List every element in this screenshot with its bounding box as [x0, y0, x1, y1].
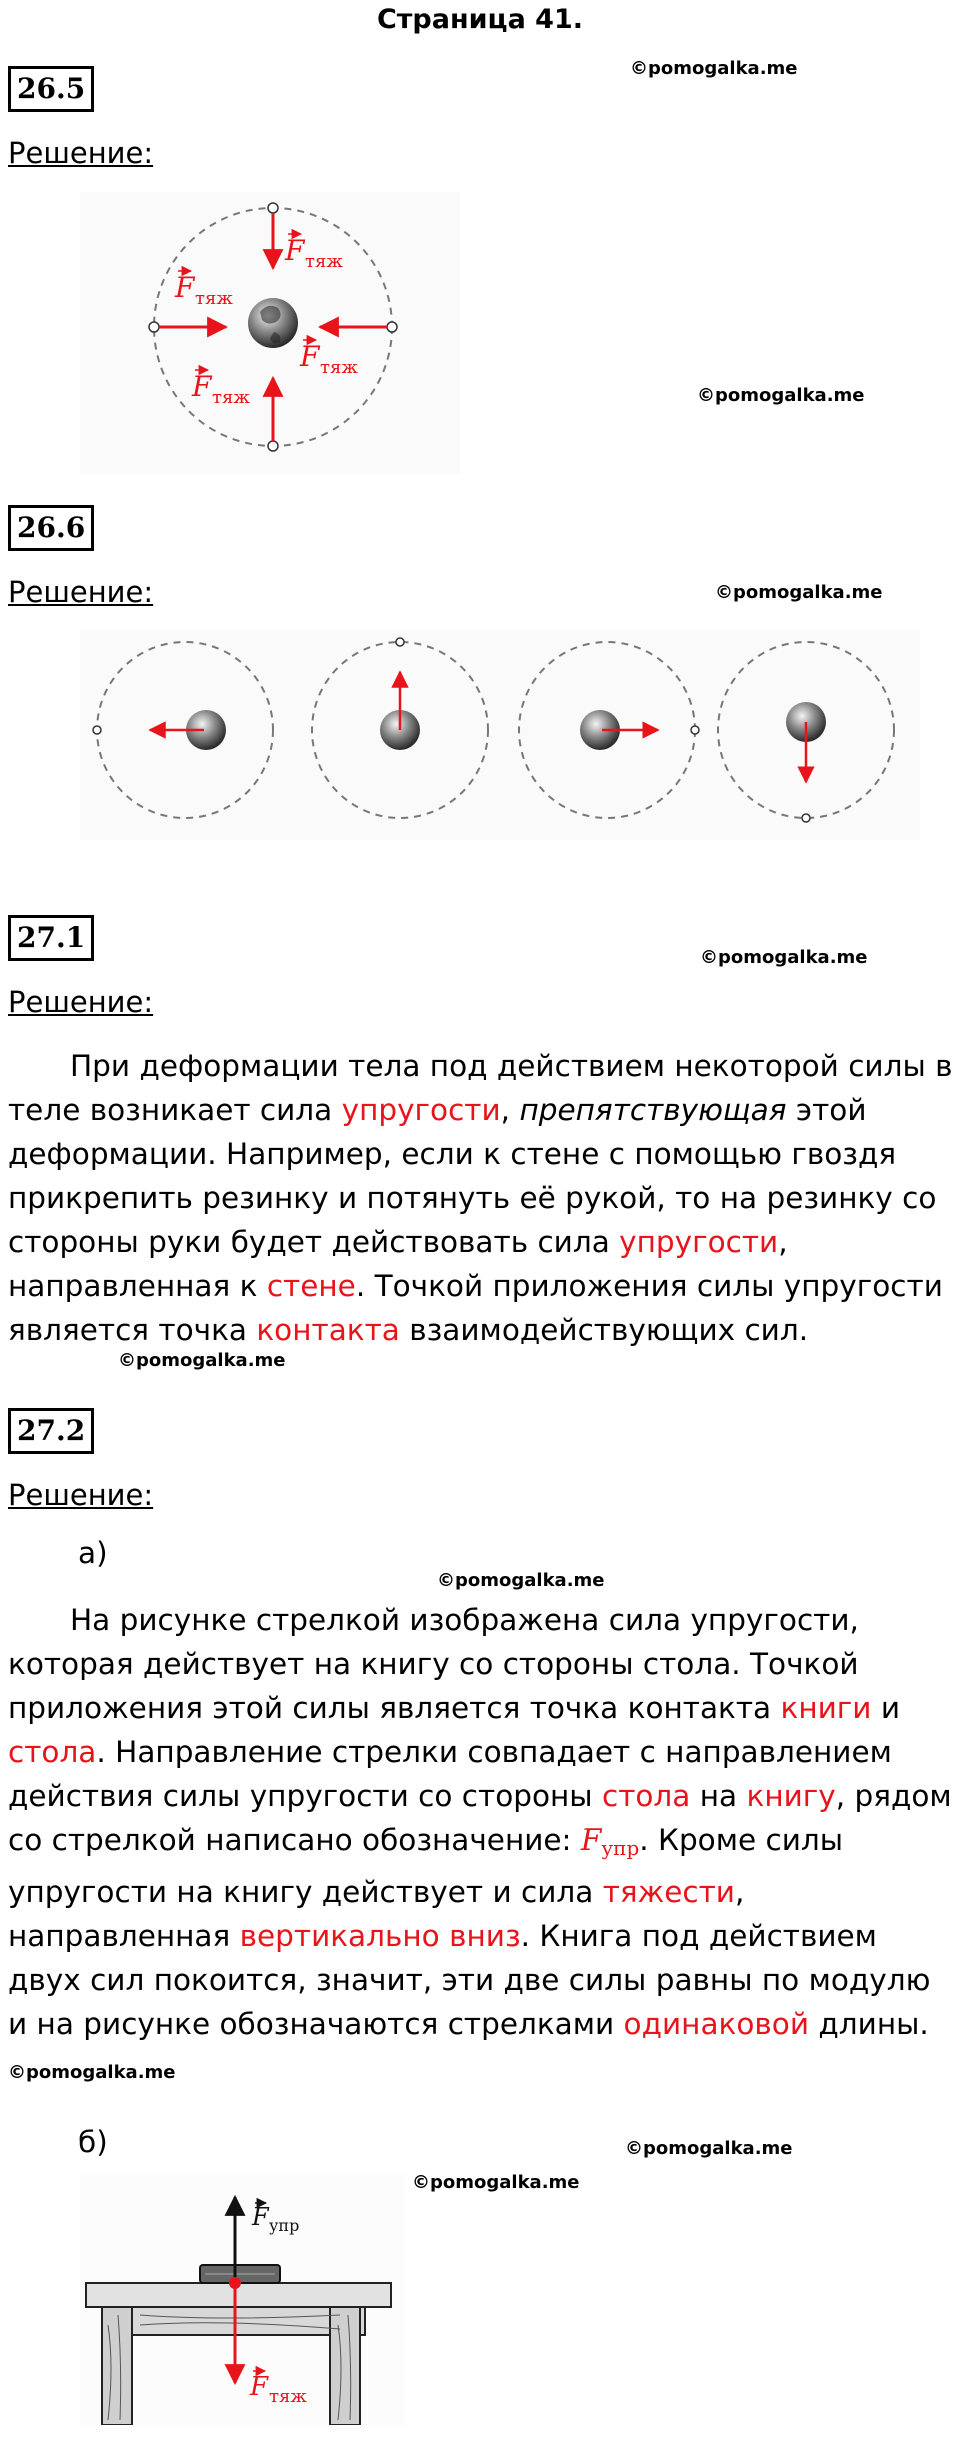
task-number-27-1: 27.1: [8, 915, 94, 961]
solution-label: Решение:: [8, 136, 154, 170]
paragraph-27-1: При деформации тела под действием некоторой силы в теле возникает сила упругости, препятствующая этой деформации. Например, если к стене с помощью гвоздя прикрепить резинку и потянуть её рукой, то на резинку со стороны руки будет действовать сила упругости, направленная к стене. Точкой приложения силы упругости является точка контакта взаимодействующих сил.: [8, 1049, 953, 1347]
gravity-force-label: F: [250, 2372, 269, 2402]
watermark: ©pomogalka.me: [715, 582, 883, 603]
svg-text:тяж: тяж: [305, 251, 343, 272]
watermark: ©pomogalka.me: [697, 385, 865, 406]
solution-label: Решение:: [8, 575, 154, 609]
orbit-diagram-1: [93, 642, 273, 818]
figure-26-6: [80, 630, 920, 840]
svg-text:тяж: тяж: [320, 357, 358, 378]
solution-label: Решение:: [8, 1478, 154, 1512]
svg-text:тяж: тяж: [212, 387, 250, 408]
watermark: ©pomogalka.me: [437, 1570, 605, 1591]
force-label-top: F: [285, 234, 305, 267]
watermark: ©pomogalka.me: [700, 947, 868, 968]
solution-label: Решение:: [8, 985, 154, 1019]
part-b-label: б): [78, 2125, 108, 2159]
force-label-bottom: F: [192, 370, 212, 403]
svg-text:упр: упр: [269, 2216, 300, 2235]
watermark: ©pomogalka.me: [630, 58, 798, 79]
watermark: ©pomogalka.me: [625, 2138, 793, 2159]
orbit-diagram-2: [312, 638, 488, 818]
paragraph-27-2: На рисунке стрелкой изображена сила упругости, которая действует на книгу со стороны стола. Точкой приложения этой силы является точка контакта книги и стола. Направление стрелки совпадает с направлением действия силы упругости со стороны стола на книгу, рядом со стрелкой написано обозначение: Fупр. Кроме силы упругости на книгу действует и сила тяжести, направленная вертикально вниз. Книга под действием двух сил покоится, значит, эти две силы равны по модулю и на рисунке обозначаются стрелками одинаковой длины. ©pomogalka.me: [8, 1603, 952, 2083]
watermark: ©pomogalka.me: [412, 2172, 580, 2193]
table-leg: [330, 2307, 360, 2425]
orbit-diagram-3: [519, 642, 699, 818]
task-number-26-6: 26.6: [8, 505, 94, 551]
table-leg: [102, 2307, 132, 2425]
watermark: ©pomogalka.me: [118, 1350, 286, 1371]
task-number-27-2: 27.2: [8, 1408, 94, 1454]
task-number-26-5: 26.5: [8, 66, 94, 112]
figure-book-on-table: [80, 2175, 405, 2425]
orbit-diagram-4: [718, 642, 894, 822]
force-symbol-elastic: Fупр: [580, 1823, 640, 1860]
svg-text:тяж: тяж: [195, 288, 233, 309]
application-point: [229, 2277, 241, 2289]
elastic-force-label: F: [252, 2203, 269, 2231]
part-a-label: а): [78, 1536, 108, 1570]
page-title: Страница 41.: [376, 4, 584, 35]
force-label-left: F: [175, 271, 195, 304]
figure-26-5: [80, 192, 460, 474]
watermark: ©pomogalka.me: [8, 2062, 176, 2083]
force-label-right: F: [300, 340, 320, 373]
svg-text:тяж: тяж: [269, 2386, 307, 2407]
